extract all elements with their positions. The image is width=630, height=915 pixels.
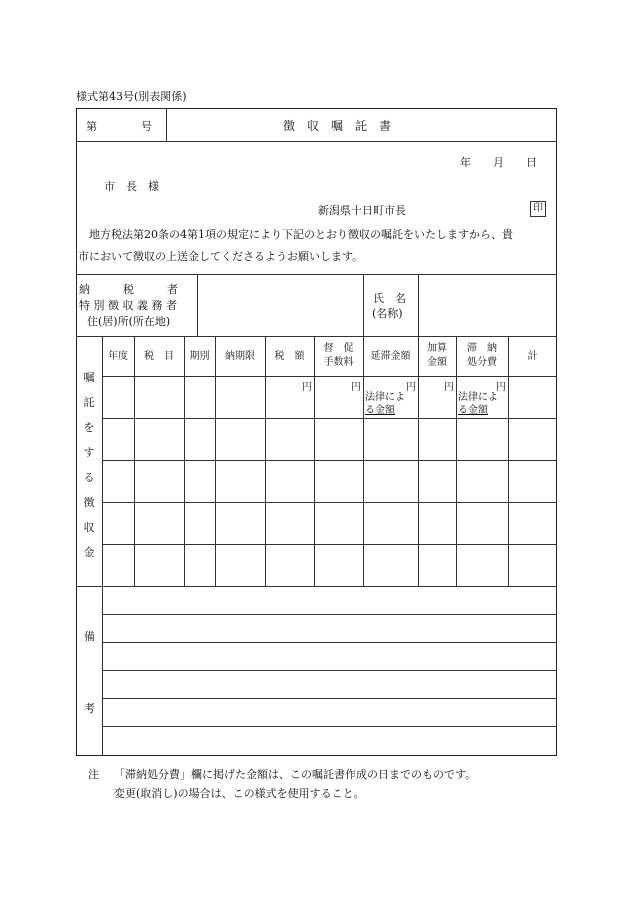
divider-remarks-line-3 [102, 670, 557, 671]
delinquency-legal-note-line-2: る金額 [458, 404, 488, 416]
column-header-tax-item: 税 目 [144, 351, 174, 362]
column-divider-year [134, 336, 135, 586]
column-header-period: 期別 [189, 351, 210, 362]
column-divider-reminder-fee [363, 336, 364, 586]
form-number-header: 様式第43号(別表関係) [76, 90, 187, 103]
column-header-reminder-fee-line-1: 督 促 [323, 343, 354, 354]
delinquency-legal-note-line-1: 法律によ [458, 392, 498, 403]
column-divider-tax-amount [314, 336, 315, 586]
divider-address-cell [197, 274, 198, 336]
note-line-1: 「滞納処分費」欄に掲げた金額は、この嘱託書作成の日までのものです。 [114, 768, 477, 781]
column-header-reminder-fee-line-2: 手数料 [323, 356, 354, 368]
column-header-total: 計 [527, 351, 538, 362]
name-alt-label: (名称) [372, 307, 403, 320]
delinquency-legal-note [458, 392, 498, 417]
column-header-delinquency-line-1: 滞 納 [467, 343, 497, 354]
document-number-label: 第 号 [86, 120, 152, 133]
address-label: 住(居)所(所在地) [87, 315, 171, 328]
late-amount-legal-note-line-2: る金額 [365, 404, 395, 416]
divider-table-row-1 [102, 418, 557, 419]
column-divider-delinquency [508, 336, 509, 586]
column-header-reminder-fee [314, 342, 363, 369]
column-header-year: 年度 [108, 351, 128, 362]
divider-remarks-line-4 [102, 698, 557, 699]
collection-char: 徴 [83, 496, 95, 509]
column-header-delinquency-line-2: 処分費 [467, 356, 497, 368]
divider-name-label-left [363, 274, 364, 336]
divider-table-header [102, 376, 557, 377]
divider-remarks-block [76, 586, 557, 587]
collection-char: す [83, 446, 95, 459]
divider-table-row-4 [102, 544, 557, 545]
column-divider-additional [456, 336, 457, 586]
collection-char: を [83, 421, 95, 434]
divider-name-label-right [418, 274, 419, 336]
unit-yen-tax-amount: 円 [302, 382, 312, 393]
request-text-line-1: 地方税法第20条の4第1項の規定により下記のとおり徴収の嘱託をいたしますから、貴 [89, 228, 513, 241]
column-divider-period [215, 336, 216, 586]
divider-remarks-line-1 [102, 614, 557, 615]
note-prefix: 注 [88, 768, 99, 781]
special-collector-label: 特 別 徴 収 義 務 者 [79, 299, 177, 312]
column-divider-tax-item [184, 336, 185, 586]
request-text-line-2: 市において徴収の上送金してくださるようお願いします。 [78, 250, 364, 263]
divider-remarks-line-5 [102, 726, 557, 727]
remarks-label-1: 備 [84, 630, 95, 643]
unit-yen-additional: 円 [444, 382, 454, 393]
sender-name: 新潟県十日町市長 [318, 204, 406, 217]
collection-section-label [82, 365, 96, 565]
column-divider-deadline [265, 336, 266, 586]
column-header-additional-line-1: 加算 [427, 343, 447, 354]
late-amount-legal-note-line-1: 法律によ [365, 392, 405, 403]
divider-table-row-2 [102, 460, 557, 461]
unit-yen-late-amount: 円 [406, 382, 416, 393]
divider-remarks-line-2 [102, 642, 557, 643]
late-amount-legal-note [365, 392, 405, 417]
divider-table-row-3 [102, 502, 557, 503]
date-line: 年 月 日 [460, 156, 537, 169]
remarks-label-2: 考 [84, 702, 95, 715]
column-header-additional-line-2: 金額 [427, 356, 447, 368]
collection-char: 嘱 [83, 371, 95, 384]
document-title: 徴 収 嘱 託 書 [283, 119, 392, 133]
addressee: 市 長 様 [104, 180, 159, 193]
column-header-additional [418, 342, 456, 369]
name-label: 氏 名 [373, 292, 406, 305]
unit-yen-delinquency: 円 [496, 382, 506, 393]
taxpayer-label: 納 税 者 [79, 283, 178, 296]
collection-char: る [83, 471, 95, 484]
divider-side-labels [102, 336, 103, 756]
unit-yen-reminder-fee: 円 [351, 382, 361, 393]
column-header-delinquency [456, 342, 508, 369]
divider-top-row [76, 141, 557, 142]
note-line-2: 変更(取消し)の場合は、この様式を使用すること。 [114, 787, 365, 800]
seal-mark: 印 [530, 201, 546, 217]
column-divider-late-amount [418, 336, 419, 586]
divider-number-cell [166, 108, 167, 141]
collection-char: 託 [83, 396, 95, 409]
column-header-late-amount: 延滞金額 [370, 351, 411, 362]
column-header-tax-amount: 税 額 [274, 351, 305, 362]
collection-char: 金 [83, 546, 95, 559]
collection-char: 収 [83, 521, 95, 534]
divider-taxpayer-block [76, 336, 557, 337]
divider-request-block [76, 274, 557, 275]
form-frame [76, 108, 557, 756]
column-header-deadline: 納期限 [225, 351, 255, 362]
